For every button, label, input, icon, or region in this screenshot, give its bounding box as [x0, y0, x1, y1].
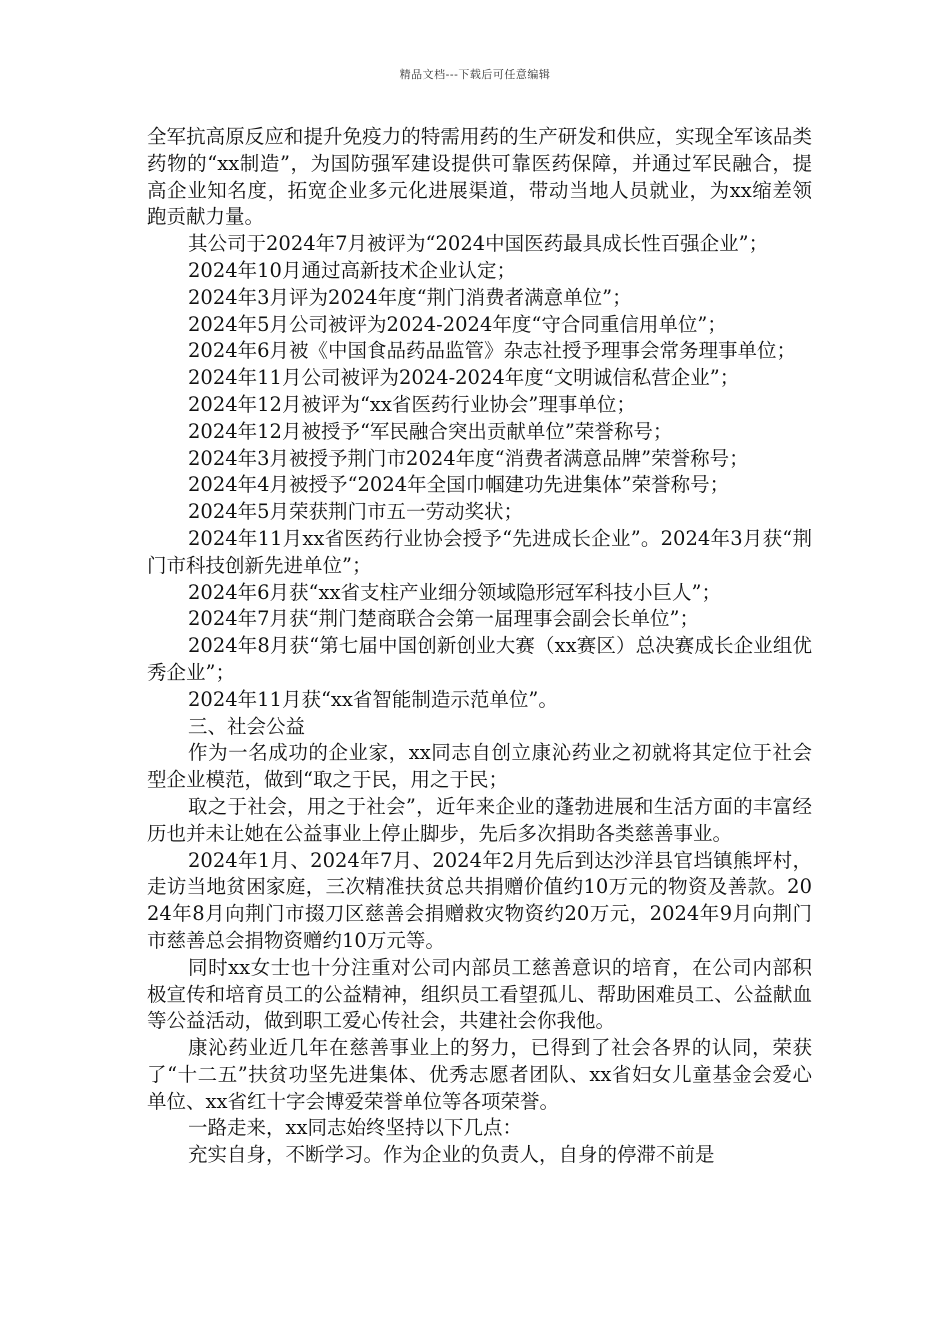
paragraph: 2024年4月被授予“2024年全国巾帼建功先进集体”荣誉称号； — [188, 473, 730, 497]
paragraph: 2024年3月评为2024年度“荆门消费者满意单位”； — [188, 285, 632, 309]
paragraph: 同时xx女士也十分注重对公司内部员工慈善意识的培育，在公司内部积极宣传和培育员工的公益精神，组织员工看望孤儿、帮助困难员工、公益献血等公益活动，做到职工爱心传社会，共建社会你我他。 — [147, 955, 812, 1033]
paragraph: 2024年10月通过高新技术企业认定； — [188, 258, 516, 282]
paragraph: 2024年7月获“荆门楚商联合会第一届理事会副会长单位”； — [188, 607, 699, 631]
paragraph: 2024年12月被评为“xx省医药行业协会”理事单位； — [188, 392, 636, 416]
page-header: 精品文档---下载后可任意编辑 — [399, 68, 551, 81]
paragraph: 三、社会公益 — [188, 714, 306, 738]
paragraph: 其公司于2024年7月被评为“2024中国医药最具成长性百强企业”； — [188, 232, 769, 256]
paragraph: 2024年5月荣获荆门市五一劳动奖状； — [188, 500, 524, 524]
paragraph: 作为一名成功的企业家，xx同志自创立康沁药业之初就将其定位于社会型企业模范，做到“取之于民，用之于民； — [147, 741, 812, 792]
paragraph: 2024年11月获“xx省智能制造示范单位”。 — [188, 687, 558, 711]
paragraph: 2024年11月xx省医药行业协会授予“先进成长企业”。2024年3月获“荆门市科技创新先进单位”； — [147, 526, 812, 577]
paragraph: 2024年5月公司被评为2024-2024年度“守合同重信用单位”； — [188, 312, 727, 336]
paragraph: 康沁药业近几年在慈善事业上的努力，已得到了社会各界的认同，荣获了“十二五”扶贫功坚先进集体、优秀志愿者团队、xx省妇女儿童基金会爱心单位、xx省红十字会博爱荣誉单位等各项荣誉。 — [147, 1036, 812, 1113]
paragraph: 2024年6月获“xx省支柱产业细分领域隐形冠军科技小巨人”； — [188, 580, 721, 604]
paragraph: 2024年11月公司被评为2024-2024年度“文明诚信私营企业”； — [188, 366, 740, 390]
paragraph: 取之于社会，用之于社会”，近年来企业的蓬勃进展和生活方面的丰富经历也并未让她在公益事业上停止脚步，先后多次捐助各类慈善事业。 — [147, 794, 812, 845]
paragraph: 2024年6月被《中国食品药品监管》杂志社授予理事会常务理事单位； — [188, 339, 797, 363]
paragraph: 2024年3月被授予荆门市2024年度“消费者满意品牌”荣誉称号； — [188, 446, 749, 470]
paragraph: 一路走来，xx同志始终坚持以下几点： — [188, 1116, 522, 1140]
paragraph: 2024年12月被授予“军民融合突出贡献单位”荣誉称号； — [188, 419, 673, 443]
paragraph: 2024年8月获“第七届中国创新创业大赛（xx赛区）总决赛成长企业组优秀企业”； — [147, 634, 812, 684]
document-body — [147, 124, 812, 1169]
paragraph: 全军抗高原反应和提升免疫力的特需用药的生产研发和供应，实现全军该品类药物的“xx制造”，为国防强军建设提供可靠医药保障，并通过军民融合，提高企业知名度，拓宽企业多元化进展渠道，带动当地人员就业，为xx缩差领跑贡献力量。 — [147, 125, 812, 229]
paragraph: 充实自身，不断学习。作为企业的负责人，自身的停滞不前是 — [188, 1143, 715, 1167]
paragraph: 2024年1月、2024年7月、2024年2月先后到达沙洋县官垱镇熊坪村，走访当地贫困家庭，三次精准扶贫总共捐赠价值约10万元的物资及善款。2024年8月向荆门市掇刀区慈善会捐赠救灾物资约20万元，2024年9月向荆门市慈善总会捐物资赠约10万元等。 — [147, 848, 812, 952]
